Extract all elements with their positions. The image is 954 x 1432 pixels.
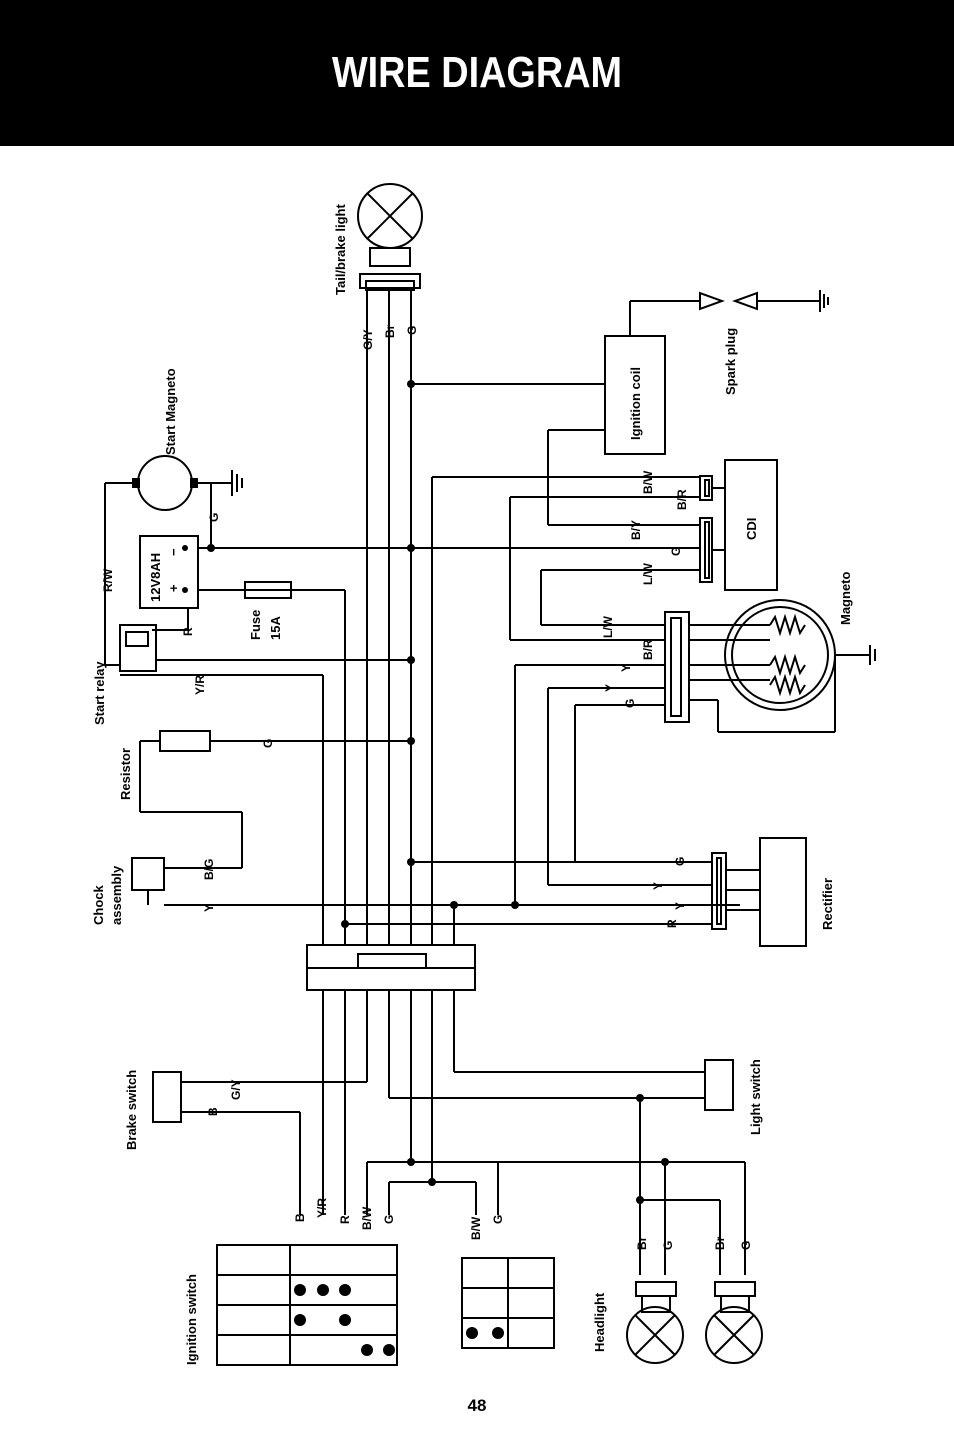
ignition-switch-label: Ignition switch bbox=[184, 1274, 199, 1365]
wire-label: Y bbox=[619, 663, 633, 672]
wire-label: G bbox=[669, 546, 683, 556]
ignition-coil-label: Ignition coil bbox=[628, 367, 643, 440]
wire-label: Y bbox=[603, 683, 617, 692]
wire-label: B/G bbox=[202, 858, 216, 880]
wire-label: G bbox=[623, 698, 637, 708]
battery-minus: − bbox=[166, 548, 181, 556]
wire-label: G bbox=[405, 325, 419, 335]
header-bar bbox=[0, 0, 954, 146]
wire-label: B/Y bbox=[629, 519, 643, 540]
wire-label: B/W bbox=[360, 1206, 374, 1230]
wire-label: L/W bbox=[641, 563, 655, 585]
start-relay-label: Start relay bbox=[92, 661, 107, 725]
resistor-label: Resistor bbox=[118, 747, 133, 800]
wire-label: L/W bbox=[601, 616, 615, 638]
tail-light-symbol bbox=[358, 184, 422, 290]
rectifier-label: Rectifier bbox=[820, 877, 835, 930]
wire-label: Br bbox=[635, 1236, 649, 1250]
wire-label: B/R bbox=[675, 489, 689, 510]
wire-label: G bbox=[673, 856, 687, 866]
wire-label: Y/R bbox=[315, 1197, 329, 1218]
page-title: WIRE DIAGRAM bbox=[331, 48, 623, 97]
fuse-label: Fuse bbox=[248, 609, 263, 640]
wire-label: G bbox=[382, 1214, 396, 1224]
wire-label: G bbox=[261, 738, 275, 748]
junction-dots bbox=[182, 380, 669, 1356]
fuse-rating-label: 15A bbox=[268, 616, 283, 640]
battery-plus: + bbox=[166, 584, 181, 592]
brake-switch-label: Brake switch bbox=[124, 1069, 139, 1150]
headlight-2-symbol bbox=[706, 1282, 762, 1363]
tail-brake-light-label: Tail/brake light bbox=[333, 204, 348, 295]
wire-label: G/Y bbox=[229, 1079, 243, 1100]
rectifier-box bbox=[760, 838, 806, 946]
wire-label: G/Y bbox=[361, 329, 375, 350]
wire-label: Br bbox=[383, 324, 397, 338]
spark-plug-label: Spark plug bbox=[723, 327, 738, 395]
wire-label: R bbox=[181, 627, 195, 636]
wire-label: R/W bbox=[101, 568, 115, 592]
wire-label: Y bbox=[673, 901, 687, 910]
wire-label: Y bbox=[651, 881, 665, 890]
wire-label: G bbox=[661, 1240, 675, 1250]
battery-label: 12V8AH bbox=[148, 552, 163, 602]
wire-label: B/R bbox=[641, 639, 655, 660]
chock-assembly-label-2: assembly bbox=[109, 865, 124, 925]
headlight-label: Headlight bbox=[592, 1292, 607, 1352]
start-magneto-label: Start Magneto bbox=[163, 368, 178, 455]
wire-label: B bbox=[206, 1107, 220, 1116]
wire-label: G bbox=[491, 1214, 505, 1224]
wire-label: Br bbox=[713, 1236, 727, 1250]
wire-label: B/W bbox=[469, 1216, 483, 1240]
cdi-label: CDI bbox=[744, 517, 759, 540]
start-magneto-symbol bbox=[138, 456, 192, 510]
light-switch-box bbox=[705, 1060, 733, 1110]
light-switch-label: Light switch bbox=[748, 1059, 763, 1135]
headlight-1-symbol bbox=[627, 1282, 683, 1363]
chock-assembly-label-1: Chock bbox=[91, 885, 106, 925]
wire-label: B bbox=[293, 1213, 307, 1222]
wire-label: Y bbox=[202, 903, 216, 912]
spark-plug-symbol bbox=[700, 293, 722, 309]
magneto-label: Magneto bbox=[838, 571, 853, 625]
wire-label: G bbox=[207, 512, 221, 522]
resistor-symbol bbox=[160, 731, 210, 751]
wire-diagram bbox=[0, 146, 954, 1386]
wire-label: B/W bbox=[641, 470, 655, 494]
wire-label: R bbox=[338, 1215, 352, 1224]
wire-label: G bbox=[739, 1240, 753, 1250]
page-number: 48 bbox=[467, 1396, 487, 1415]
brake-switch-box bbox=[153, 1072, 181, 1122]
wire-label: R bbox=[665, 919, 679, 928]
chock-assembly-symbol bbox=[132, 858, 164, 890]
wire-label: Y/R bbox=[193, 674, 207, 695]
